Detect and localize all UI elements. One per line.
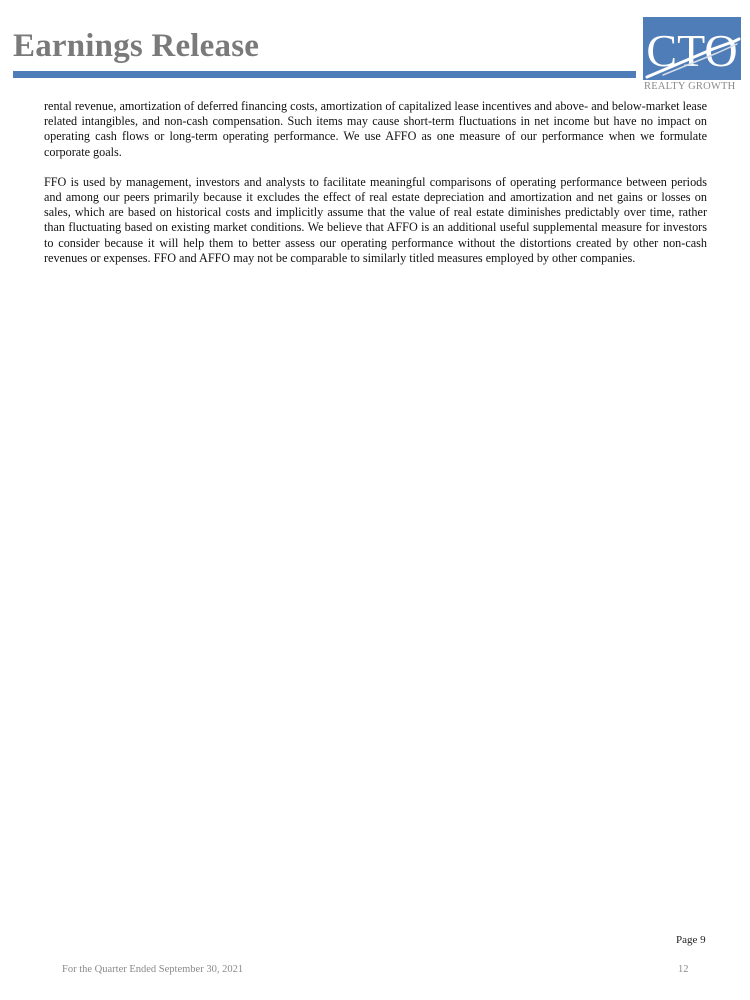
page-number-label: Page 9 [676,934,706,946]
footer-period: For the Quarter Ended September 30, 2021 [62,964,244,975]
paragraph: FFO is used by management, investors and analysts to facilitate meaningful comparisons of operating performance between periods and among our peers primarily because it excludes the effect of real estate depreciation and amortization and net gains or losses on sales, which are based on historical costs and implicitly assume that the value of real estate diminishes predictably over time, rather than fluctuating based on existing market conditions. We believe that AFFO is an additional useful supplemental measure for investors to consider because it will help them to better assess our operating performance without the distortions created by other non-cash revenues or expenses. FFO and AFFO may not be comparable to similarly titled measures employed by other companies. [44,174,707,265]
logo-subtext: REALTY GROWTH [644,81,736,92]
footer-page-number: 12 [678,964,689,975]
header-rule [13,71,636,78]
logo-text: CTO [646,25,738,76]
paragraph: rental revenue, amortization of deferred financing costs, amortization of capitalized lease incentives and above- and below-market lease related intangibles, and non-cash compensation. Such items may cause short-term fluctuations in net income but have no impact on operating cash flows or long-term operating performance. We use AFFO as one measure of our performance when we formulate corporate goals. [44,99,707,159]
body-text [44,99,707,281]
company-logo [643,17,741,93]
page-title: Earnings Release [13,28,260,64]
logo-mark [643,17,741,80]
logo-box [643,17,741,80]
